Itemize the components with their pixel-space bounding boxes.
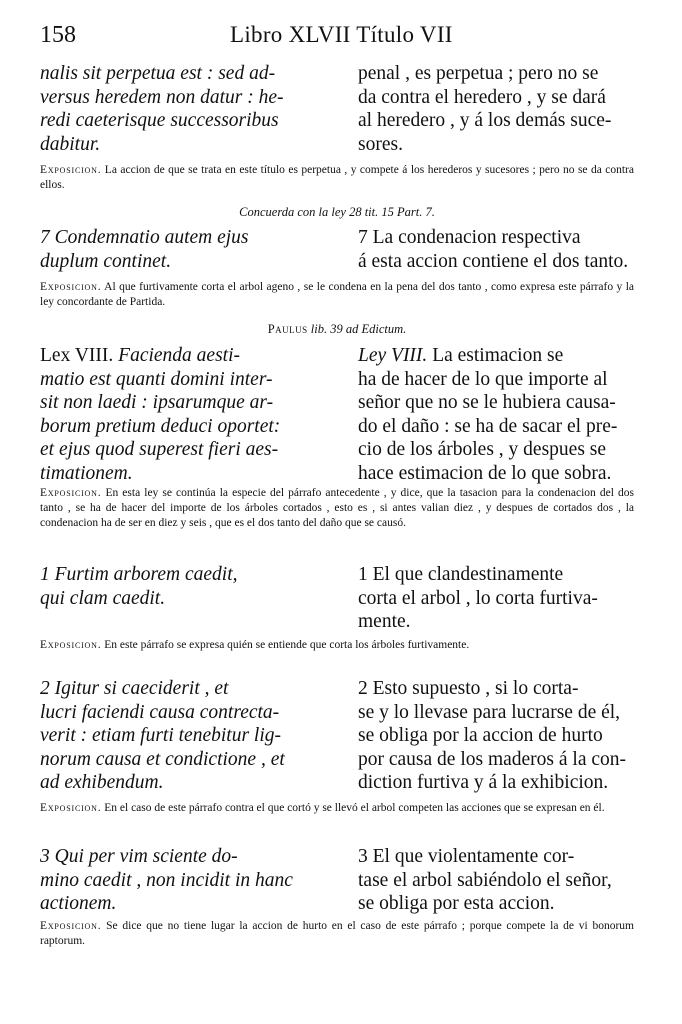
text-block-paragraph-3 bbox=[40, 845, 634, 916]
latin-column bbox=[40, 344, 336, 485]
latin-column: 2 Igitur si caeciderit , et lucri faciendi causa contrecta- verit : etiam furti tenebitur lig- norum causa et condictione , et ad exhibendum. bbox=[40, 678, 285, 793]
latin-text: Facienda aesti- matio est quanti domini inter- sit non laedi : ipsarumque ar- borum pretium deduci oportet: et ejus quod superest fieri aes- timationem. bbox=[40, 345, 281, 484]
lex-number: Lex VIII. bbox=[40, 345, 114, 366]
exposition-heading: Exposicion. bbox=[40, 639, 102, 651]
source-reference: lib. 39 ad Edictum. bbox=[307, 322, 407, 336]
exposition-text: En el caso de este párrafo contra el que cortó y se llevó el arbol competen las acciones que se expresan en él. bbox=[101, 802, 605, 814]
exposition-text: En este párrafo se expresa quién se entiende que corta los árboles furtivamente. bbox=[101, 639, 470, 651]
running-title: Libro XLVII Título VII bbox=[230, 22, 453, 47]
page-number: 158 bbox=[40, 22, 76, 48]
text-block-paragraph-1 bbox=[40, 563, 634, 634]
exposition-note bbox=[40, 163, 634, 193]
text-block-paragraph-7 bbox=[40, 226, 634, 273]
spanish-column: 3 El que violentamente cor- tase el arbol sabiéndolo el señor, se obliga por esta accion. bbox=[358, 846, 612, 914]
text-block-paragraph-2 bbox=[40, 677, 634, 795]
exposition-heading: Exposicion. bbox=[40, 920, 102, 932]
latin-column: 1 Furtim arborem caedit, qui clam caedit. bbox=[40, 564, 238, 609]
concordance-line: Concuerda con la ley 28 tit. 15 Part. 7. bbox=[239, 205, 435, 219]
exposition-note bbox=[40, 280, 634, 310]
latin-column: 3 Qui per vim sciente do- mino caedit , non incidit in hanc actionem. bbox=[40, 846, 293, 914]
spanish-column bbox=[358, 344, 634, 485]
page-header bbox=[40, 22, 640, 52]
spanish-text: La estimacion se ha de hacer de lo que importe al señor que no se le hubiera causa- do el daño : se ha de sacar el pre- cio de los árboles , y despues se hace estimacion de lo que sobra. bbox=[358, 345, 618, 484]
text-block-lex-8 bbox=[40, 344, 634, 485]
exposition-text: La accion de que se trata en este título es perpetua , y compete á los herederos y sucesores ; pero no se da contra ellos. bbox=[40, 164, 634, 191]
spanish-column: 2 Esto supuesto , si lo corta- se y lo llevase para lucrarse de él, se obliga por la accion de hurto por causa de los maderos á la con- diction furtiva y á la exhibicion. bbox=[358, 678, 627, 793]
text-block-continuation bbox=[40, 62, 634, 156]
spanish-column: 1 El que clandestinamente corta el arbol , lo corta furtiva- mente. bbox=[358, 564, 598, 632]
latin-column: nalis sit perpetua est : sed ad- versus heredem non datur : he- redi caeterisque successoribus dabitur. bbox=[40, 63, 284, 155]
ley-number: Ley VIII. bbox=[358, 345, 428, 366]
exposition-note bbox=[40, 638, 634, 653]
exposition-text: En esta ley se continúa la especie del párrafo antecedente , y dice, que la tasacion para la condenacion del dos tanto , se ha de hacer del importe de los árboles cortados , esto es , si antes valian diez , y despues de cortados dos , la condenacion ha de ser en diez y seis , que es el dos tanto del daño que se causó. bbox=[40, 487, 634, 529]
exposition-text: Se dice que no tiene lugar la accion de hurto en el caso de este párrafo ; porque compete la de vi bonorum raptorum. bbox=[40, 920, 634, 947]
exposition-text: Al que furtivamente corta el arbol ageno , se le condena en la pena del dos tanto , como expresa este párrafo y la ley concordante de Partida. bbox=[40, 281, 634, 308]
exposition-note bbox=[40, 801, 634, 816]
exposition-note bbox=[40, 486, 634, 531]
exposition-heading: Exposicion. bbox=[40, 487, 102, 499]
source-author: Paulus bbox=[267, 322, 308, 336]
latin-column: 7 Condemnatio autem ejus duplum continet. bbox=[40, 227, 249, 272]
source-line bbox=[40, 322, 634, 337]
spanish-column: 7 La condenacion respectiva á esta accion contiene el dos tanto. bbox=[358, 227, 629, 272]
exposition-note bbox=[40, 919, 634, 949]
exposition-heading: Exposicion. bbox=[40, 281, 102, 293]
spanish-column: penal , es perpetua ; pero no se da contra el heredero , y se dará al heredero , y á los demás suce- sores. bbox=[358, 63, 612, 155]
exposition-heading: Exposicion. bbox=[40, 802, 102, 814]
exposition-heading: Exposicion. bbox=[40, 164, 102, 176]
